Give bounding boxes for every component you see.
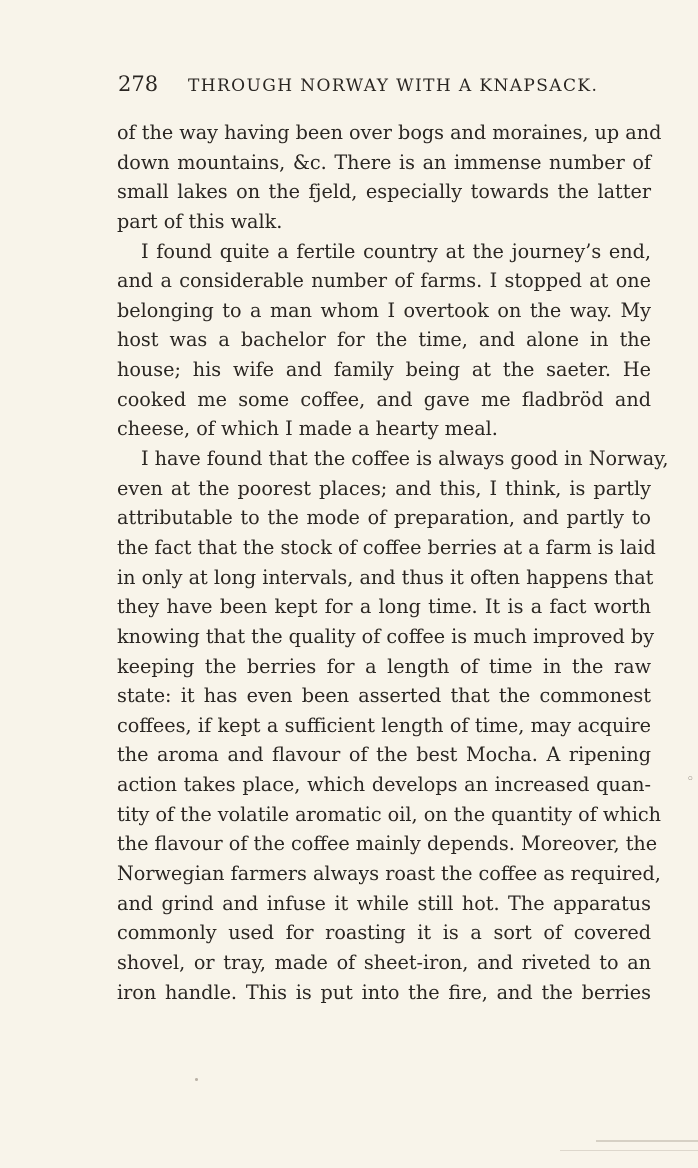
page-edge-shadow bbox=[560, 1150, 698, 1151]
paragraph-first-line: I found quite a fertile country at the journey’s end, bbox=[141, 239, 651, 263]
text-line: state: it has even been asserted that the commonest bbox=[117, 684, 651, 708]
text-line: iron handle. This is put into the fire, and the berries bbox=[117, 980, 651, 1004]
text-line: the flavour of the coffee mainly depends. Moreover, the bbox=[117, 832, 658, 856]
body-text bbox=[117, 118, 669, 1007]
text-line: down mountains, &c. There is an immense number of bbox=[117, 150, 651, 174]
page-edge-shadow bbox=[596, 1140, 698, 1142]
text-line: the aroma and flavour of the best Mocha. A ripening bbox=[117, 743, 651, 767]
text-line: and a considerable number of farms. I stopped at one bbox=[117, 269, 651, 293]
paragraph-first-line: I have found that the coffee is always good in Norway, bbox=[141, 447, 669, 471]
text-line: Norwegian farmers always roast the coffee as required, bbox=[117, 862, 661, 886]
text-line: part of this walk. bbox=[117, 209, 283, 233]
text-line: tity of the volatile aromatic oil, on the quantity of which bbox=[117, 802, 661, 826]
text-line: even at the poorest places; and this, I think, is partly bbox=[117, 476, 651, 500]
text-line: and grind and infuse it while still hot. The apparatus bbox=[117, 891, 651, 915]
text-line: in only at long intervals, and thus it often happens that bbox=[117, 565, 654, 589]
paper-fleck bbox=[195, 1078, 198, 1081]
page-header bbox=[118, 72, 599, 104]
text-line: small lakes on the fjeld, especially towards the latter bbox=[117, 180, 651, 204]
text-line: house; his wife and family being at the saeter. He bbox=[117, 358, 651, 382]
running-title: THROUGH NORWAY WITH A KNAPSACK. bbox=[188, 76, 599, 96]
text-line: the fact that the stock of coffee berries at a farm is laid bbox=[117, 535, 656, 559]
text-line: belonging to a man whom I overtook on the way. My bbox=[117, 298, 651, 322]
margin-mark: ◦ bbox=[686, 772, 694, 787]
text-line: knowing that the quality of coffee is much improved by bbox=[117, 624, 655, 648]
text-line: host was a bachelor for the time, and alone in the bbox=[117, 328, 651, 352]
text-line: they have been kept for a long time. It is a fact worth bbox=[117, 595, 651, 619]
text-line: action takes place, which develops an increased quan- bbox=[117, 773, 651, 797]
text-line: shovel, or tray, made of sheet-iron, and riveted to an bbox=[117, 950, 651, 974]
text-line: coffees, if kept a sufficient length of time, may acquire bbox=[117, 713, 651, 737]
text-line: of the way having been over bogs and moraines, up and bbox=[117, 121, 662, 144]
text-line: commonly used for roasting it is a sort of covered bbox=[117, 921, 651, 945]
text-line: cheese, of which I made a hearty meal. bbox=[117, 417, 498, 441]
text-line: cooked me some coffee, and gave me fladbröd and bbox=[117, 387, 651, 411]
page-number: 278 bbox=[118, 72, 159, 96]
text-line: attributable to the mode of preparation, and partly to bbox=[117, 506, 651, 530]
text-line: keeping the berries for a length of time in the raw bbox=[117, 654, 651, 678]
